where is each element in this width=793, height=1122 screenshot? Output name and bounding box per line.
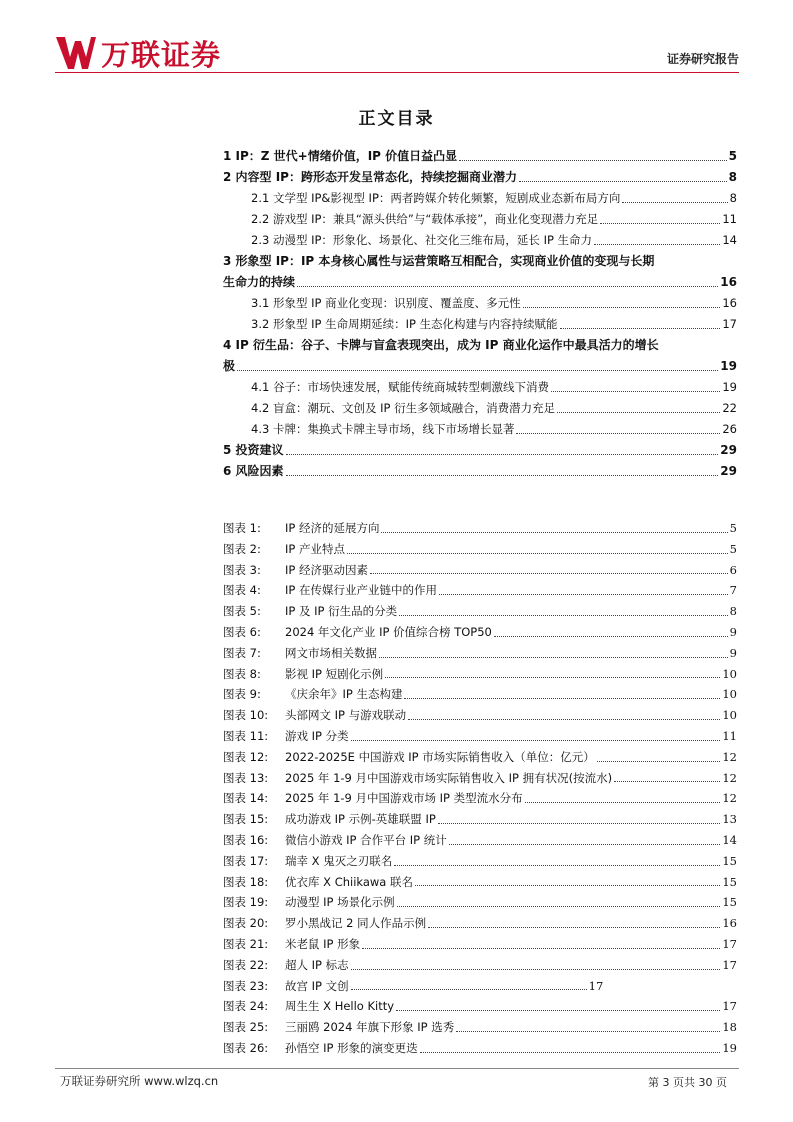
toc-item[interactable]: 2 内容型 IP：跨形态开发呈常态化，持续挖掘商业潜力 8 (223, 170, 737, 184)
figure-page: 5 (729, 521, 737, 535)
figure-page: 16 (722, 916, 737, 931)
toc-subitem[interactable]: 2.3 动漫型 IP：形象化、场景化、社交化三维布局，延长 IP 生命力 14 (251, 233, 737, 247)
figure-title: 网文市场相关数据 (285, 645, 377, 660)
figure-label: 图表 16: (223, 832, 269, 847)
figure-list-item[interactable] (223, 872, 737, 893)
figure-page: 8 (729, 604, 737, 619)
figure-title: IP 经济驱动因素 (285, 562, 368, 577)
figure-label: 图表 18: (223, 874, 269, 889)
figure-list-item[interactable] (223, 955, 737, 976)
figure-label: 图表 9: (223, 687, 261, 702)
brand-logo (55, 34, 221, 72)
figure-list-item[interactable] (223, 788, 737, 809)
figure-label: 图表 22: (223, 957, 269, 972)
figure-page: 10 (722, 687, 737, 702)
toc-subitem[interactable]: 4.2 盲盒：潮玩、文创及 IP 衍生多领域融合，消费潜力充足 22 (251, 401, 737, 415)
figure-title: 罗小黑战记 2 同人作品示例 (285, 916, 427, 931)
figure-title: 2025 年 1-9 月中国游戏市场 IP 类型流水分布 (285, 791, 523, 806)
figure-title: IP 及 IP 衍生品的分类 (285, 604, 398, 619)
figure-list-item[interactable] (223, 809, 737, 830)
toc-item[interactable]: 6 风险因素 29 (223, 464, 737, 478)
figure-list-item[interactable] (223, 851, 737, 872)
report-type: 证券研究报告 (666, 52, 739, 66)
figure-page: 15 (722, 853, 737, 868)
toc-item[interactable]: 1 IP：Z 世代+情绪价值，IP 价值日益凸显 5 (223, 149, 737, 163)
figure-list-item[interactable] (223, 622, 737, 643)
figure-label: 图表 14: (223, 791, 269, 806)
footer-divider (55, 1068, 739, 1069)
toc-item[interactable]: 3 形象型 IP：IP 本身核心属性与运营策略互相配合，实现商业价值的变现与长期 生命力的持续 16 (223, 254, 737, 289)
figure-label: 图表 12: (223, 749, 269, 764)
figure-label: 图表 26: (223, 1040, 269, 1055)
figure-label: 图表 17: (223, 853, 269, 868)
figure-list-item[interactable] (223, 1038, 737, 1059)
figure-title: 动漫型 IP 场景化示例 (285, 895, 395, 910)
figure-title: 孙悟空 IP 形象的演变更迭 (285, 1040, 418, 1055)
page-number: 第 3 页共 30 页 (648, 1076, 727, 1089)
figure-page: 12 (722, 770, 737, 785)
figure-page: 15 (722, 895, 737, 910)
figure-label: 图表 4: (223, 583, 261, 598)
figure-page: 12 (722, 749, 737, 764)
figure-title: 游戏 IP 分类 (285, 728, 349, 743)
figure-page: 18 (722, 1020, 737, 1035)
figure-label: 图表 1: (223, 521, 261, 535)
footer-source: 万联证券研究所 www.wlzq.cn (60, 1074, 219, 1088)
figure-list-item[interactable] (223, 1017, 737, 1038)
toc-subitem[interactable]: 2.1 文学型 IP&影视型 IP：两者跨媒介转化频繁，短剧成业态新布局方向 8 (251, 191, 737, 205)
figure-page: 15 (722, 874, 737, 889)
figure-page: 14 (722, 832, 737, 847)
figure-page: 7 (729, 583, 737, 598)
figure-title: 头部网文 IP 与游戏联动 (285, 708, 407, 723)
toc-subitem[interactable]: 3.2 形象型 IP 生命周期延续：IP 生态化构建与内容持续赋能 17 (251, 317, 737, 331)
figure-list-item[interactable] (223, 601, 737, 622)
figure-title: IP 在传媒行业产业链中的作用 (285, 583, 437, 598)
figure-list-item[interactable] (223, 580, 737, 601)
figure-list (223, 518, 737, 1059)
figure-title: 影视 IP 短剧化示例 (285, 666, 384, 681)
figure-page: 19 (722, 1040, 737, 1055)
figure-list-item[interactable] (223, 830, 737, 851)
figure-label: 图表 24: (223, 999, 269, 1014)
toc-subitem[interactable]: 4.1 谷子：市场快速发展，赋能传统商城转型刺激线下消费 19 (251, 380, 737, 394)
figure-list-item[interactable] (223, 768, 737, 789)
figure-label: 图表 13: (223, 770, 269, 785)
figure-page: 5 (729, 541, 737, 556)
figure-title: 2024 年文化产业 IP 价值综合榜 TOP50 (285, 624, 492, 639)
figure-title: 优衣库 X Chiikawa 联名 (285, 874, 414, 889)
figure-title: 微信小游戏 IP 合作平台 IP 统计 (285, 832, 447, 847)
brand-w-icon (55, 35, 97, 71)
figure-list-item[interactable] (223, 705, 737, 726)
figure-list-item[interactable] (223, 747, 737, 768)
figure-page: 9 (729, 624, 737, 639)
figure-page: 10 (722, 666, 737, 681)
figure-title: 2022-2025E 中国游戏 IP 市场实际销售收入（单位：亿元） (285, 749, 595, 764)
figure-list-item[interactable] (223, 684, 737, 705)
figure-page: 11 (722, 728, 737, 743)
figure-title: 瑞幸 X 鬼灭之刃联名 (285, 853, 393, 868)
figure-label: 图表 25: (223, 1020, 269, 1035)
figure-page: 9 (729, 645, 737, 660)
figure-label: 图表 19: (223, 895, 269, 910)
figure-label: 图表 20: (223, 916, 269, 931)
figure-list-item[interactable] (223, 726, 737, 747)
brand-name: 万联证券 (101, 37, 222, 72)
figure-page: 17 (722, 999, 737, 1014)
figure-page: 10 (722, 708, 737, 723)
figure-page: 17 (722, 957, 737, 972)
figure-title: 周生生 X Hello Kitty (285, 999, 395, 1014)
figure-list-item[interactable] (223, 913, 737, 934)
figure-list-item[interactable] (223, 996, 737, 1017)
figure-label: 图表 21: (223, 936, 269, 951)
figure-page: 17 (722, 936, 737, 951)
figure-list-item[interactable] (223, 976, 737, 997)
figure-label: 图表 3: (223, 562, 261, 577)
toc-subitem[interactable]: 4.3 卡牌：集换式卡牌主导市场，线下市场增长显著 26 (251, 422, 737, 436)
toc-item[interactable]: 5 投资建议 29 (223, 443, 737, 457)
figure-label: 图表 6: (223, 624, 261, 639)
figure-list-item[interactable] (223, 664, 737, 685)
figure-list-item[interactable] (223, 518, 737, 539)
figure-title: IP 产业特点 (285, 541, 345, 556)
figure-page: 13 (722, 812, 737, 827)
figure-title: 米老鼠 IP 形象 (285, 936, 361, 951)
toc-subitem[interactable]: 3.1 形象型 IP 商业化变现：识别度、覆盖度、多元性 16 (251, 296, 737, 310)
table-of-contents (223, 146, 737, 482)
figure-list-item[interactable] (223, 934, 737, 955)
figure-page: 17 (588, 978, 604, 993)
figure-title: 故宫 IP 文创 (285, 978, 349, 993)
page-header (0, 0, 793, 80)
figure-list-item[interactable] (223, 539, 737, 560)
figure-title: 2025 年 1-9 月中国游戏市场实际销售收入 IP 拥有状况(按流水) (285, 770, 613, 785)
figure-label: 图表 15: (223, 812, 269, 827)
figure-list-item[interactable] (223, 643, 737, 664)
figure-title: 三丽鸥 2024 年旗下形象 IP 选秀 (285, 1020, 455, 1035)
figure-label: 图表 23: (223, 978, 269, 993)
page-title: 正文目录 (358, 109, 435, 129)
figure-label: 图表 5: (223, 604, 261, 619)
figure-label: 图表 7: (223, 645, 261, 660)
figure-label: 图表 11: (223, 728, 269, 743)
figure-label: 图表 2: (223, 541, 261, 556)
figure-label: 图表 10: (223, 708, 269, 723)
header-divider (55, 72, 739, 73)
toc-subitem[interactable]: 2.2 游戏型 IP：兼具“源头供给”与“载体承接”，商业化变现潜力充足 11 (251, 212, 737, 226)
figure-title: 《庆余年》IP 生态构建 (285, 687, 403, 702)
figure-title: 超人 IP 标志 (285, 957, 349, 972)
figure-label: 图表 8: (223, 666, 261, 681)
figure-title: IP 经济的延展方向 (285, 521, 380, 535)
figure-list-item[interactable] (223, 892, 737, 913)
figure-list-item[interactable] (223, 560, 737, 581)
figure-page: 12 (722, 791, 737, 806)
figure-title: 成功游戏 IP 示例-英雄联盟 IP (285, 812, 436, 827)
toc-item[interactable]: 4 IP 衍生品：谷子、卡牌与盲盒表现突出，成为 IP 商业化运作中最具活力的增长 极 19 (223, 338, 737, 373)
figure-page: 6 (729, 562, 737, 577)
